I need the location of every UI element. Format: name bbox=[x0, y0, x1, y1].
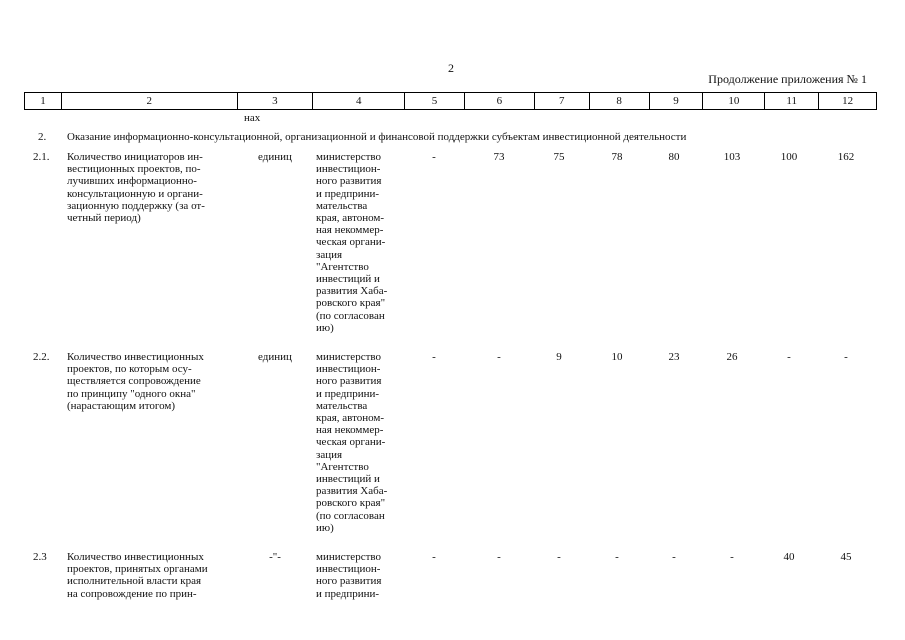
value-col9: 80 bbox=[668, 151, 680, 163]
value-col12: - bbox=[844, 351, 848, 363]
responsible-org: министерство инвестицион- ного развития и предприни- мательства края, автоном- ная некоммер- ческая органи- зация "Агентство инвестиций и развития Хаба- ровского края" (по согласован ию) bbox=[316, 351, 388, 534]
value-col7: - bbox=[557, 551, 561, 563]
indicator-name: Количество инвестиционных проектов, по которым осу- ществляется сопровождение по принципу "одного окна" (нарастающим итогом) bbox=[67, 351, 204, 412]
value-col12: 45 bbox=[840, 551, 852, 563]
continuation-caption: Продолжение приложения № 1 bbox=[708, 72, 867, 86]
unit: единиц bbox=[258, 151, 292, 163]
value-col10: 26 bbox=[726, 351, 738, 363]
column-header: 11 bbox=[765, 93, 819, 109]
responsible-org: министерство инвестицион- ного развития и предприни- bbox=[316, 551, 382, 600]
indicator-name: Количество инвестиционных проектов, принятых органами исполнительной власти края на сопровождение по прин- bbox=[67, 551, 208, 600]
value-col6: 73 bbox=[493, 151, 505, 163]
value-col6: - bbox=[497, 551, 501, 563]
column-header: 3 bbox=[238, 93, 314, 109]
value-col8: 10 bbox=[611, 351, 623, 363]
value-col10: - bbox=[730, 551, 734, 563]
value-col11: - bbox=[787, 351, 791, 363]
responsible-org: министерство инвестицион- ного развития и предприни- мательства края, автоном- ная некоммер- ческая органи- зация "Агентство инвестиций и развития Хаба- ровского края" (по согласован ию) bbox=[316, 151, 388, 334]
column-header: 9 bbox=[650, 93, 704, 109]
value-col5: - bbox=[432, 551, 436, 563]
column-header: 5 bbox=[405, 93, 465, 109]
column-header: 2 bbox=[62, 93, 238, 109]
value-col5: - bbox=[432, 351, 436, 363]
table-header bbox=[24, 92, 877, 110]
column-header: 8 bbox=[590, 93, 650, 109]
section-title: Оказание информационно-консультационной, организационной и финансовой поддержки субъектам инвестиционной деятельности bbox=[67, 131, 687, 143]
unit: единиц bbox=[258, 351, 292, 363]
carryover-text: нах bbox=[244, 112, 261, 124]
row-number: 2.3 bbox=[33, 551, 47, 563]
value-col6: - bbox=[497, 351, 501, 363]
column-header: 1 bbox=[25, 93, 62, 109]
column-header: 10 bbox=[703, 93, 765, 109]
value-col7: 75 bbox=[553, 151, 565, 163]
value-col10: 103 bbox=[723, 151, 741, 163]
section-number: 2. bbox=[38, 131, 47, 143]
row-number: 2.2. bbox=[33, 351, 50, 363]
column-header: 7 bbox=[535, 93, 590, 109]
row-number: 2.1. bbox=[33, 151, 50, 163]
column-header: 6 bbox=[465, 93, 535, 109]
value-col7: 9 bbox=[556, 351, 562, 363]
indicator-name: Количество инициаторов ин- вестиционных проектов, по- лучивших информационно- консультационную и органи- зационную поддержку (за от- четный период) bbox=[67, 151, 205, 225]
column-header: 12 bbox=[842, 95, 854, 107]
value-col9: 23 bbox=[668, 351, 680, 363]
value-col11: 40 bbox=[783, 551, 795, 563]
value-col8: 78 bbox=[611, 151, 623, 163]
value-col12: 162 bbox=[837, 151, 855, 163]
unit: -"- bbox=[269, 551, 281, 563]
value-col9: - bbox=[672, 551, 676, 563]
value-col8: - bbox=[615, 551, 619, 563]
page-number: 2 bbox=[448, 61, 454, 75]
value-col5: - bbox=[432, 151, 436, 163]
column-header: 4 bbox=[313, 93, 405, 109]
value-col11: 100 bbox=[780, 151, 798, 163]
